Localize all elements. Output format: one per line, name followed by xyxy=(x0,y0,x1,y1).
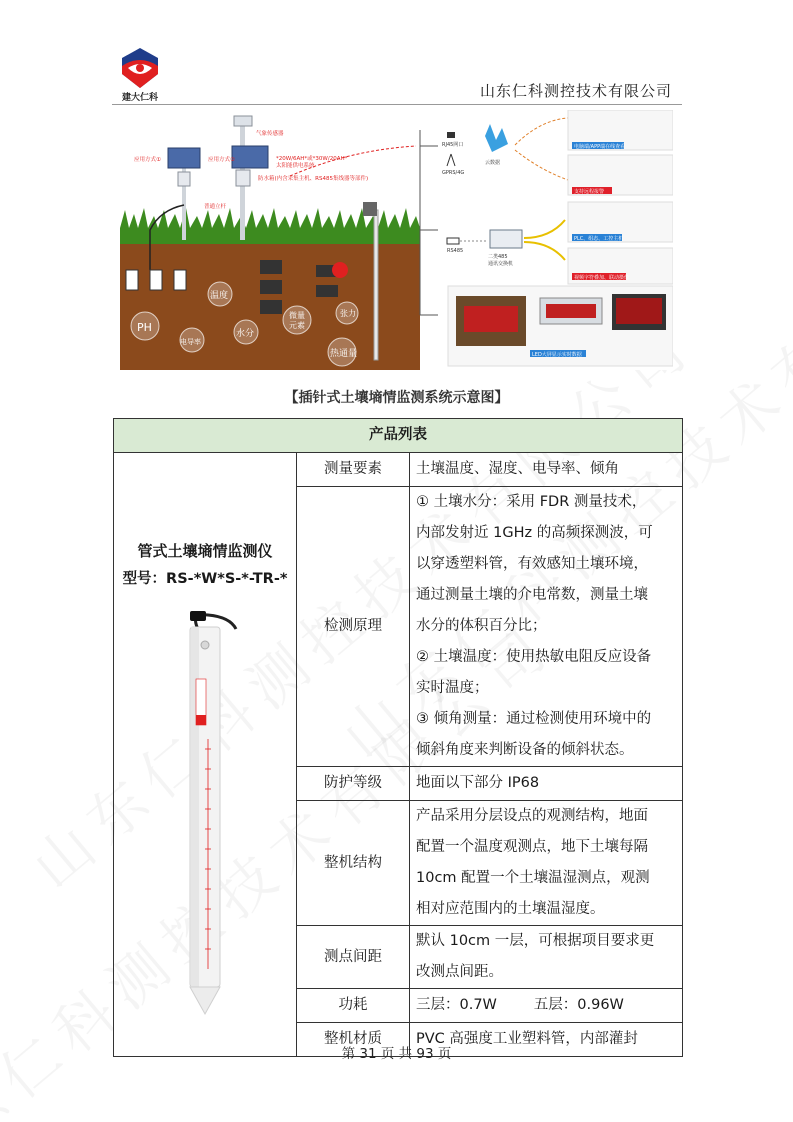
svg-text:温度: 温度 xyxy=(210,291,229,301)
product-model: 型号：RS-*W*S-*-TR-* xyxy=(122,571,288,587)
product-cell xyxy=(114,453,297,1057)
svg-text:应用方式①: 应用方式① xyxy=(134,157,161,163)
row-key: 整机结构 xyxy=(297,801,410,926)
table-title: 产品列表 xyxy=(114,419,683,453)
svg-text:二类485: 二类485 xyxy=(488,254,508,260)
svg-text:气象传感器: 气象传感器 xyxy=(256,131,284,137)
header-divider xyxy=(112,104,682,105)
row-value: PVC 高强度工业塑料管，内部灌封 xyxy=(410,1023,683,1057)
control-box-left xyxy=(178,172,190,186)
svg-text:RS485: RS485 xyxy=(447,248,464,254)
svg-text:电脑端/APP端在线查看: 电脑端/APP端在线查看 xyxy=(574,144,626,150)
row-value: ① 土壤水分：采用 FDR 测量技术， 内部发射近 1GHz 的高频探测波，可 以穿透塑料管，有效感知土壤环境， 通过测量土壤的介电常数，测量土壤 水分的体积百分比； ② 土壤温度：使用热敏电阻反应设备 实时温度； ③ 倾角测量：通过检测使用环境中的 倾斜角度来判断设备的倾斜状态。 xyxy=(410,487,683,767)
solar-panel-right xyxy=(232,146,268,168)
product-table xyxy=(113,418,683,1057)
row-key: 整机材质 xyxy=(297,1023,410,1057)
svg-text:GPRS/4G: GPRS/4G xyxy=(442,170,465,176)
svg-text:电导率: 电导率 xyxy=(180,338,201,346)
solar-panel-left xyxy=(168,148,200,168)
row-key: 测量要素 xyxy=(297,453,410,487)
probe-image xyxy=(160,609,250,1019)
row-value: 三层：0.7W 五层：0.96W xyxy=(410,989,683,1023)
svg-text:RJ45网口: RJ45网口 xyxy=(442,142,464,148)
logo-text: 建大仁科 xyxy=(122,93,159,103)
row-key: 功耗 xyxy=(297,989,410,1023)
svg-text:应用方式②: 应用方式② xyxy=(208,157,235,163)
svg-text:太阳能供电系统: 太阳能供电系统 xyxy=(276,163,315,169)
svg-text:*20W/6AH*或*30W/20AH*: *20W/6AH*或*30W/20AH* xyxy=(276,156,348,162)
svg-text:微量: 微量 xyxy=(289,311,305,320)
row-value: 土壤温度、湿度、电导率、倾角 xyxy=(410,453,683,487)
row-value: 地面以下部分 IP68 xyxy=(410,767,683,801)
row-value: 默认 10cm 一层，可根据项目要求更 改测点间距。 xyxy=(410,926,683,989)
svg-text:云数据: 云数据 xyxy=(485,160,501,166)
svg-text:视频字符叠加、联动摄像: 视频字符叠加、联动摄像 xyxy=(574,275,630,281)
svg-text:张力: 张力 xyxy=(340,309,356,318)
svg-text:LED大屏显示实时数据: LED大屏显示实时数据 xyxy=(532,352,582,358)
control-box-right xyxy=(236,170,250,186)
system-diagram xyxy=(120,110,673,370)
figure-caption: 【插针式土壤墒情监测系统示意图】 xyxy=(284,390,509,406)
svg-text:普通立杆: 普通立杆 xyxy=(204,204,227,210)
page-footer: 第 31 页 共 93 页 xyxy=(341,1046,452,1062)
row-key: 检测原理 xyxy=(297,487,410,767)
product-name: 管式土壤墒情监测仪 xyxy=(137,542,273,560)
row-key: 防护等级 xyxy=(297,767,410,801)
weather-sensor xyxy=(234,116,252,126)
svg-text:元素: 元素 xyxy=(289,321,305,330)
row-value: 产品采用分层设点的观测结构，地面 配置一个温度观测点，地下土壤每隔 10cm 配置一个土壤温湿测点，观测 相对应范围内的土壤温湿度。 xyxy=(410,801,683,926)
tube-probe xyxy=(374,210,378,360)
row-key: 测点间距 xyxy=(297,926,410,989)
svg-text:防水箱(内含采集主机、RS485集线器等部件): 防水箱(内含采集主机、RS485集线器等部件) xyxy=(258,176,369,182)
company-name: 山东仁科测控技术有限公司 xyxy=(479,82,672,100)
converter-icon xyxy=(490,230,522,248)
company-logo xyxy=(118,44,162,96)
svg-text:通讯交换机: 通讯交换机 xyxy=(488,261,514,267)
svg-text:水分: 水分 xyxy=(236,329,255,339)
svg-text:热通量: 热通量 xyxy=(330,349,358,359)
label-ph: PH xyxy=(137,321,152,334)
svg-text:支持远程报警: 支持远程报警 xyxy=(574,189,605,195)
svg-text:PLC、组态、工控主机: PLC、组态、工控主机 xyxy=(574,236,624,242)
